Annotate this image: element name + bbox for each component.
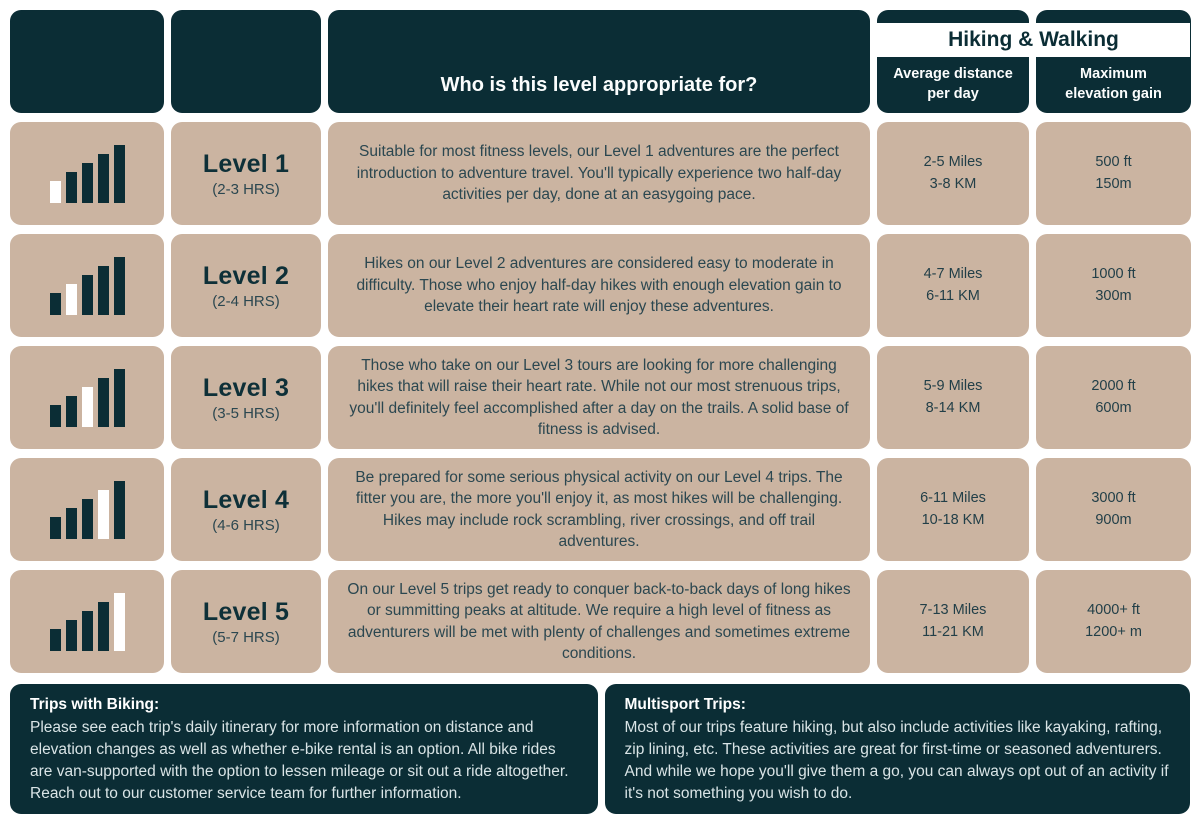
elevation-cell — [1036, 346, 1191, 449]
table-row-level5-icon-cell — [10, 570, 164, 673]
level-description-cell — [328, 346, 870, 449]
level-description: Hikes on our Level 2 adventures are considered easy to moderate in difficulty. Those who enjoy half-day hikes with enough elevation gain to elevate their heart rate will enjoy these adventures. — [356, 255, 842, 316]
distance-cell — [877, 122, 1029, 225]
level-hours: (3-5 HRS) — [212, 404, 280, 422]
distance-header-line1: Average distance — [893, 66, 1013, 83]
level-description-cell — [328, 570, 870, 673]
level-label-cell — [171, 346, 321, 449]
elevation-m: 600m — [1095, 399, 1132, 416]
elevation-m: 150m — [1095, 175, 1132, 192]
table-row-level1-icon-cell — [10, 122, 164, 225]
multisport-footnote — [605, 684, 1191, 814]
level-description-cell — [328, 122, 870, 225]
biking-footnote-body: Please see each trip's daily itinerary for more information on distance and elevation changes as well as whether e-bike rental is an option. All bike rides are van-supported with the option to lessen mileage or sit out a ride altogether. Reach out to our customer service team for further information. — [30, 719, 569, 802]
distance-km: 8-14 KM — [925, 399, 981, 416]
level-label-cell — [171, 234, 321, 337]
elevation-cell — [1036, 458, 1191, 561]
level-name: Level 1 — [202, 149, 290, 178]
multisport-footnote-title: Multisport Trips: — [624, 696, 746, 713]
distance-km: 6-11 KM — [926, 287, 980, 304]
elevation-ft: 4000+ ft — [1087, 601, 1140, 618]
header-who-cell — [328, 10, 870, 113]
levels-table — [10, 10, 1190, 673]
elevation-cell — [1036, 570, 1191, 673]
hiking-walking-title: Hiking & Walking — [948, 28, 1119, 51]
level-description-cell — [328, 458, 870, 561]
biking-footnote — [10, 684, 598, 814]
distance-miles: 7-13 Miles — [919, 601, 987, 618]
level-name: Level 4 — [202, 485, 290, 514]
level-description: Be prepared for some serious physical activity on our Level 4 trips. The fitter you are, the more you'll enjoy it, as most hikes will be challenging. Hikes may include rock scrambling, river crossings, and off trail adventures. — [355, 468, 843, 550]
level-name: Level 5 — [202, 597, 290, 626]
level-description-cell — [328, 234, 870, 337]
footnotes-row — [10, 684, 1190, 814]
distance-km: 10-18 KM — [921, 511, 985, 528]
header-spacer-level-col — [171, 10, 321, 113]
elevation-header-line1: Maximum — [1080, 66, 1147, 83]
distance-cell — [877, 570, 1029, 673]
table-row-level3-icon-cell — [10, 346, 164, 449]
table-row-level4-icon-cell — [10, 458, 164, 561]
table-row-level2-icon-cell — [10, 234, 164, 337]
level-hours: (4-6 HRS) — [212, 516, 280, 534]
difficulty-bars-icon — [50, 145, 125, 203]
level-label-cell — [171, 122, 321, 225]
level-description: Suitable for most fitness levels, our Level 1 adventures are the perfect introduction to adventure travel. You'll typically experience two half-day activities per day, done at an easygoing pace. — [356, 143, 842, 204]
level-description: Those who take on our Level 3 tours are looking for more challenging hikes that will raise their heart rate. While not our most strenuous trips, you'll definitely feel accomplished after a day on the trails. A solid base of fitness is advised. — [349, 356, 849, 438]
hiking-walking-group-header — [877, 23, 1190, 57]
level-hours: (2-3 HRS) — [212, 180, 280, 198]
difficulty-bars-icon — [50, 481, 125, 539]
distance-cell — [877, 234, 1029, 337]
level-hours: (5-7 HRS) — [212, 628, 280, 646]
level-label-cell — [171, 570, 321, 673]
distance-cell — [877, 346, 1029, 449]
elevation-m: 300m — [1095, 287, 1132, 304]
level-description: On our Level 5 trips get ready to conquer back-to-back days of long hikes or summitting peaks at altitude. We require a high level of fitness as adventurers will be met with plenty of challenges and sometimes extreme conditions. — [347, 580, 851, 662]
difficulty-bars-icon — [50, 257, 125, 315]
difficulty-bars-icon — [50, 369, 125, 427]
elevation-m: 1200+ m — [1085, 623, 1142, 640]
elevation-ft: 500 ft — [1095, 153, 1132, 170]
distance-miles: 6-11 Miles — [920, 489, 986, 506]
distance-header-line2: per day — [927, 86, 979, 102]
elevation-ft: 2000 ft — [1091, 377, 1136, 394]
biking-footnote-title: Trips with Biking: — [30, 696, 160, 713]
elevation-cell — [1036, 122, 1191, 225]
elevation-header-line2: elevation gain — [1065, 86, 1162, 102]
elevation-ft: 1000 ft — [1091, 265, 1136, 282]
level-label-cell — [171, 458, 321, 561]
multisport-footnote-body: Most of our trips feature hiking, but also include activities like kayaking, rafting, zip lining, etc. These activities are great for first-time or seasoned adventurers. And while we hope you'll give them a go, you can always opt out of an activity if it's not something you wish to do. — [624, 719, 1169, 802]
header-spacer-icon-col — [10, 10, 164, 113]
distance-km: 11-21 KM — [922, 623, 984, 640]
distance-cell — [877, 458, 1029, 561]
difficulty-bars-icon — [50, 593, 125, 651]
distance-miles: 5-9 Miles — [923, 377, 983, 394]
distance-miles: 4-7 Miles — [923, 265, 983, 282]
level-hours: (2-4 HRS) — [212, 292, 280, 310]
elevation-ft: 3000 ft — [1091, 489, 1136, 506]
level-name: Level 3 — [202, 373, 290, 402]
elevation-m: 900m — [1095, 511, 1132, 528]
elevation-cell — [1036, 234, 1191, 337]
distance-miles: 2-5 Miles — [923, 153, 983, 170]
level-name: Level 2 — [202, 261, 290, 290]
distance-km: 3-8 KM — [929, 175, 977, 192]
who-title: Who is this level appropriate for? — [440, 73, 758, 96]
